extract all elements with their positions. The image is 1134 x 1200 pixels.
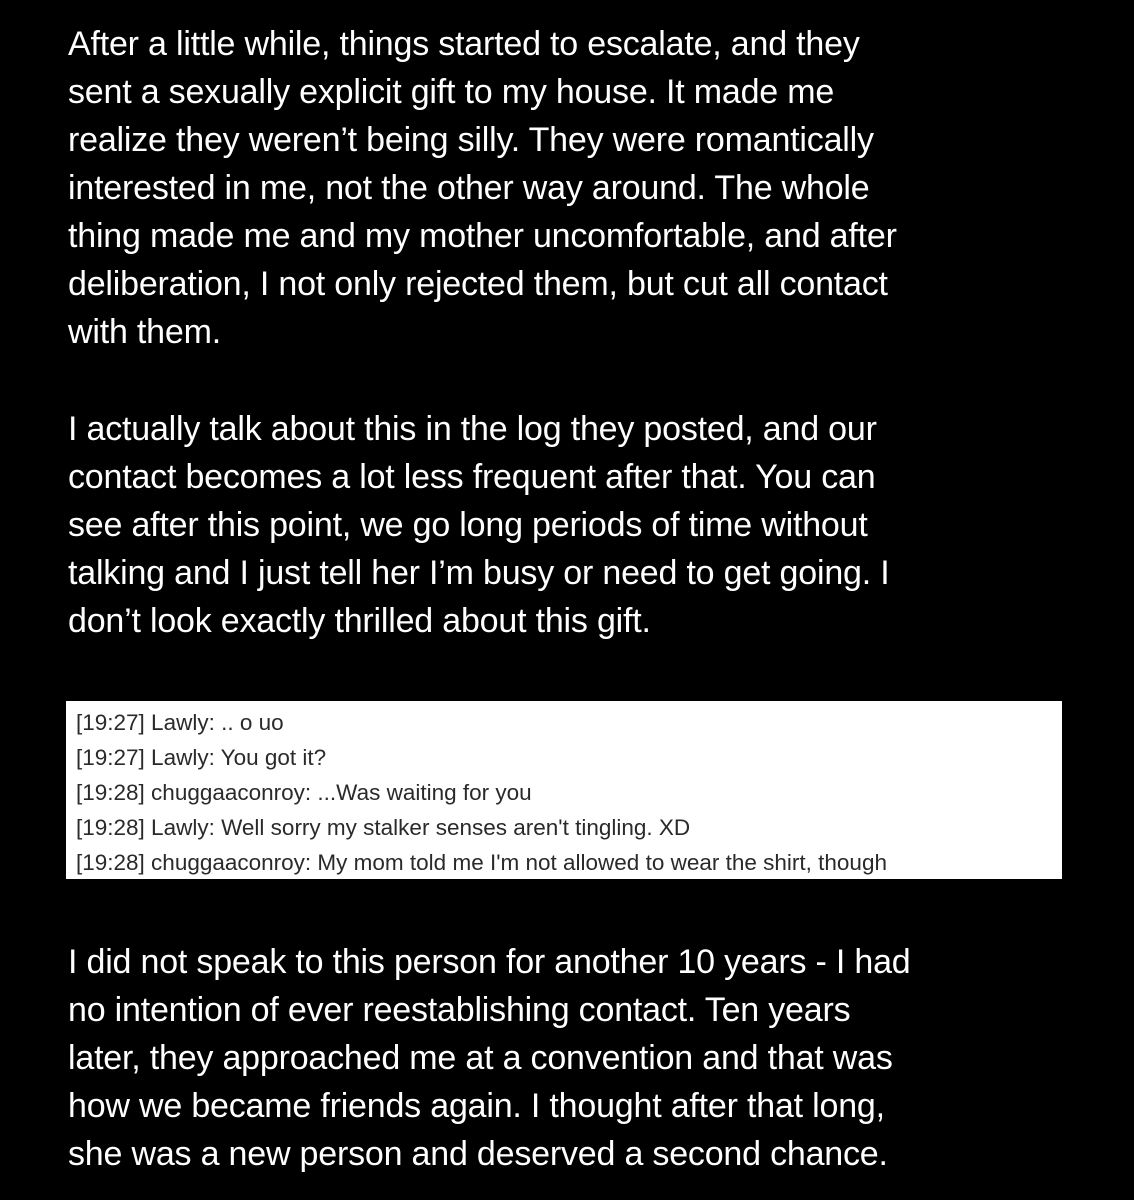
text-line: After a little while, things started to escalate, and they bbox=[68, 25, 860, 63]
chat-message: [19:28] chuggaaconroy: ...Was waiting for you bbox=[76, 780, 532, 805]
text-line: see after this point, we go long periods of time without bbox=[68, 506, 868, 544]
paragraph-log-reference bbox=[68, 405, 1108, 645]
text-line: with them. bbox=[68, 313, 221, 351]
text-line: later, they approached me at a convention and that was bbox=[68, 1039, 893, 1077]
chat-message: [19:28] Lawly: Well sorry my stalker senses aren't tingling. XD bbox=[76, 815, 691, 840]
text-line: thing made me and my mother uncomfortable, and after bbox=[68, 217, 897, 255]
text-line: she was a new person and deserved a second chance. bbox=[68, 1135, 888, 1173]
text-line: talking and I just tell her I’m busy or need to get going. I bbox=[68, 554, 890, 592]
text-line: realize they weren’t being silly. They were romantically bbox=[68, 121, 874, 159]
chat-log-screenshot bbox=[66, 701, 1062, 879]
paragraph-ten-years-later bbox=[68, 938, 1108, 1178]
text-line: interested in me, not the other way around. The whole bbox=[68, 169, 870, 207]
text-line: no intention of ever reestablishing contact. Ten years bbox=[68, 991, 851, 1029]
chat-message: [19:27] Lawly: You got it? bbox=[76, 745, 327, 770]
text-line: deliberation, I not only rejected them, but cut all contact bbox=[68, 265, 888, 303]
text-line: sent a sexually explicit gift to my house. It made me bbox=[68, 73, 835, 111]
text-line: I actually talk about this in the log they posted, and our bbox=[68, 410, 877, 448]
chat-message: [19:28] chuggaaconroy: My mom told me I'm not allowed to wear the shirt, though bbox=[76, 850, 887, 875]
text-line: I did not speak to this person for another 10 years - I had bbox=[68, 943, 911, 981]
text-line: how we became friends again. I thought after that long, bbox=[68, 1087, 885, 1125]
paragraph-escalation bbox=[68, 20, 1108, 356]
text-line: contact becomes a lot less frequent after that. You can bbox=[68, 458, 876, 496]
chat-message: [19:27] Lawly: .. o uo bbox=[76, 710, 284, 735]
text-line: don’t look exactly thrilled about this gift. bbox=[68, 602, 651, 640]
